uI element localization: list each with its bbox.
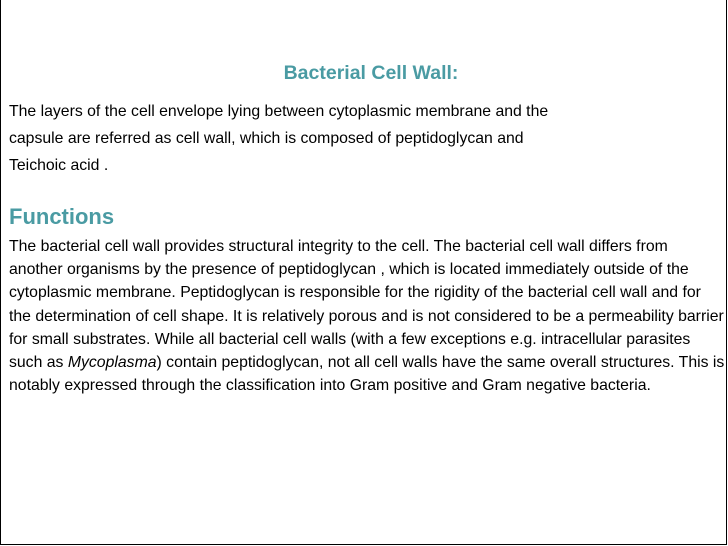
mycoplasma-term: Mycoplasma xyxy=(67,354,157,372)
functions-text-part-1: The bacterial cell wall provides structural integrity to the cell. The bacterial cell wall differs from another organisms by the presence of peptidoglycan , which is located immediately outside of the cytoplasmic membrane. Peptidoglycan is responsible for the rigidity of the bacterial cell wall and for the determination of cell shape. It is relatively porous and is not considered to be a permeability barrier for small substrates. While all bacterial cell walls (with a few exceptions e.g. intracellular parasites such as xyxy=(9,238,724,372)
intro-line-2: capsule are referred as cell wall, which is composed of peptidoglycan and xyxy=(9,130,524,147)
slide-title: Bacterial Cell Wall: xyxy=(283,62,459,84)
intro-paragraph xyxy=(9,98,725,179)
functions-paragraph xyxy=(9,235,725,397)
intro-line-1: The layers of the cell envelope lying between cytoplasmic membrane and the xyxy=(9,103,549,120)
intro-line-3: Teichoic acid . xyxy=(9,157,109,174)
functions-text-part-2: ) contain peptidoglycan, not all cell walls have the same overall structures. This is notably expressed through the classification into Gram positive and Gram negative bacteria. xyxy=(9,354,725,395)
functions-heading: Functions xyxy=(9,204,115,229)
